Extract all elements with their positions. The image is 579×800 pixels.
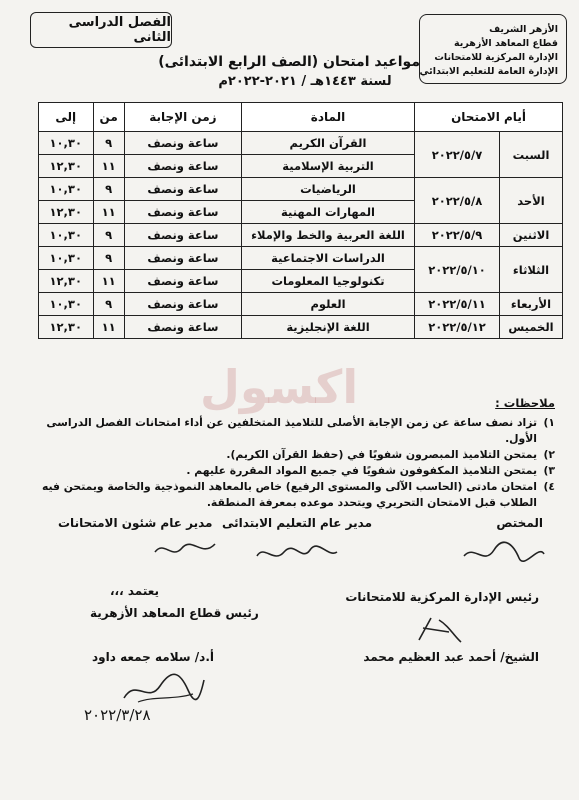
table-row — [39, 293, 563, 316]
exam-subject: العلوم — [242, 293, 415, 316]
exam-subject: اللغة العربية والخط والإملاء — [242, 224, 415, 247]
exam-subject: القرآن الكريم — [242, 132, 415, 155]
header-line: الإدارة العامة للتعليم الابتدائي — [419, 66, 558, 77]
table-header-row — [39, 103, 563, 132]
exam-to: ١٠,٣٠ — [39, 178, 94, 201]
table-row — [39, 224, 563, 247]
semester-label: الفصل الدراسى الثانى — [30, 12, 172, 48]
exam-to: ١٢,٣٠ — [39, 270, 94, 293]
header-subject: المادة — [242, 103, 415, 132]
note-item — [25, 479, 555, 511]
exam-day: الأحد — [500, 178, 563, 224]
exam-duration: ساعة ونصف — [124, 247, 241, 270]
exam-duration: ساعة ونصف — [124, 293, 241, 316]
table-body — [39, 132, 563, 339]
exam-from: ٩ — [93, 247, 124, 270]
exam-subject: تكنولوجيا المعلومات — [242, 270, 415, 293]
exam-date: ٢٠٢٢/٥/١١ — [415, 293, 500, 316]
exam-from: ٩ — [93, 224, 124, 247]
table-row — [39, 132, 563, 155]
exam-from: ١١ — [93, 270, 124, 293]
exam-from: ٩ — [93, 132, 124, 155]
header-duration: زمن الإجابة — [124, 103, 241, 132]
exam-from: ١١ — [93, 316, 124, 339]
exam-date: ٢٠٢٢/٥/٩ — [415, 224, 500, 247]
page-title — [158, 54, 420, 89]
header-line: قطاع المعاهد الأزهرية — [454, 38, 558, 49]
primary-director-signature — [252, 538, 342, 570]
notes-heading: ملاحظات : — [495, 396, 555, 410]
exam-day: الأربعاء — [500, 293, 563, 316]
exam-from: ٩ — [93, 178, 124, 201]
title-line: مواعيد امتحان (الصف الرابع الابتدائى) — [158, 54, 420, 70]
central-head-name: الشيخ/ أحمد عبد العظيم محمد — [363, 650, 539, 664]
exam-subject: الرياضيات — [242, 178, 415, 201]
note-number: ٢) — [543, 448, 555, 461]
exam-subject: المهارات المهنية — [242, 201, 415, 224]
header-line: الأزهر الشريف — [489, 24, 558, 35]
note-item — [25, 415, 555, 447]
exam-duration: ساعة ونصف — [124, 201, 241, 224]
note-number: ٤) — [543, 480, 555, 493]
institution-header — [419, 14, 567, 84]
exam-day: الثلاثاء — [500, 247, 563, 293]
specialist-signature — [459, 536, 549, 572]
exam-from: ٩ — [93, 293, 124, 316]
exam-subject: اللغة الإنجليزية — [242, 316, 415, 339]
central-head-signature — [409, 612, 469, 646]
title-year: لسنة ١٤٤٣هـ / ٢٠٢١-٢٠٢٢م — [218, 74, 392, 89]
exams-director-signature — [150, 536, 220, 564]
table-row — [39, 247, 563, 270]
note-number: ١) — [543, 416, 555, 429]
exam-day: الخميس — [500, 316, 563, 339]
exam-duration: ساعة ونصف — [124, 316, 241, 339]
exam-to: ١٢,٣٠ — [39, 316, 94, 339]
exam-to: ١٠,٣٠ — [39, 132, 94, 155]
watermark: اكسول — [200, 360, 359, 414]
note-text: يمتحن التلاميذ المبصرون شفويًا في (حفظ القرآن الكريم). — [226, 448, 537, 461]
exam-date: ٢٠٢٢/٥/٧ — [415, 132, 500, 178]
approved-label: يعتمد ،،، — [110, 584, 160, 598]
exam-to: ١٢,٣٠ — [39, 201, 94, 224]
exam-to: ١٠,٣٠ — [39, 224, 94, 247]
exam-day: السبت — [500, 132, 563, 178]
note-text: تزاد نصف ساعة عن زمن الإجابة الأصلى للتلاميذ المتخلفين عن أداء امتحانات الفصل الدراسى الأول. — [46, 416, 537, 445]
note-text: يمتحن التلاميذ المكفوفون شفويًا في جميع المواد المقررة عليهم . — [186, 464, 537, 477]
sector-head-signature — [118, 668, 208, 708]
header-line: الإدارة المركزية للامتحانات — [434, 52, 558, 63]
notes-section — [25, 395, 555, 511]
note-item — [25, 463, 555, 479]
notes-list — [25, 415, 555, 511]
note-text: امتحان مادتى (الحاسب الآلى والمستوى الرفيع) خاص بالمعاهد النموذجية والخاصة ويمتحن فيه الطلاب قبل الامتحان التحريري ويتحدد موعده بمعرفة المنطقة. — [41, 480, 537, 509]
handwritten-date: ٢٠٢٢/٣/٢٨ — [84, 706, 151, 724]
table-row — [39, 316, 563, 339]
sector-head-title: رئيس قطاع المعاهد الأزهرية — [90, 606, 259, 620]
note-number: ٣) — [543, 464, 555, 477]
exam-to: ١٠,٣٠ — [39, 293, 94, 316]
exam-from: ١١ — [93, 155, 124, 178]
exams-director-title: مدير عام شئون الامتحانات — [58, 516, 213, 530]
primary-director-title: مدير عام التعليم الابتدائى — [222, 516, 373, 530]
exam-to: ١٠,٣٠ — [39, 247, 94, 270]
header-to: إلى — [39, 103, 94, 132]
exam-duration: ساعة ونصف — [124, 155, 241, 178]
header-from: من — [93, 103, 124, 132]
exam-duration: ساعة ونصف — [124, 178, 241, 201]
exam-from: ١١ — [93, 201, 124, 224]
exam-date: ٢٠٢٢/٥/١٢ — [415, 316, 500, 339]
table-row — [39, 178, 563, 201]
exam-duration: ساعة ونصف — [124, 270, 241, 293]
exam-schedule-table — [38, 102, 563, 339]
exam-duration: ساعة ونصف — [124, 132, 241, 155]
exam-subject: التربية الإسلامية — [242, 155, 415, 178]
exam-day: الاثنين — [500, 224, 563, 247]
exam-date: ٢٠٢٢/٥/٨ — [415, 178, 500, 224]
exam-subject: الدراسات الاجتماعية — [242, 247, 415, 270]
sector-head-name: أ.د/ سلامه جمعه داود — [92, 650, 214, 664]
specialist-title: المختص — [496, 516, 543, 530]
exam-duration: ساعة ونصف — [124, 224, 241, 247]
note-item — [25, 447, 555, 463]
exam-date: ٢٠٢٢/٥/١٠ — [415, 247, 500, 293]
header-day: أيام الامتحان — [415, 103, 563, 132]
exam-to: ١٢,٣٠ — [39, 155, 94, 178]
central-head-title: رئيس الإدارة المركزية للامتحانات — [345, 590, 539, 604]
